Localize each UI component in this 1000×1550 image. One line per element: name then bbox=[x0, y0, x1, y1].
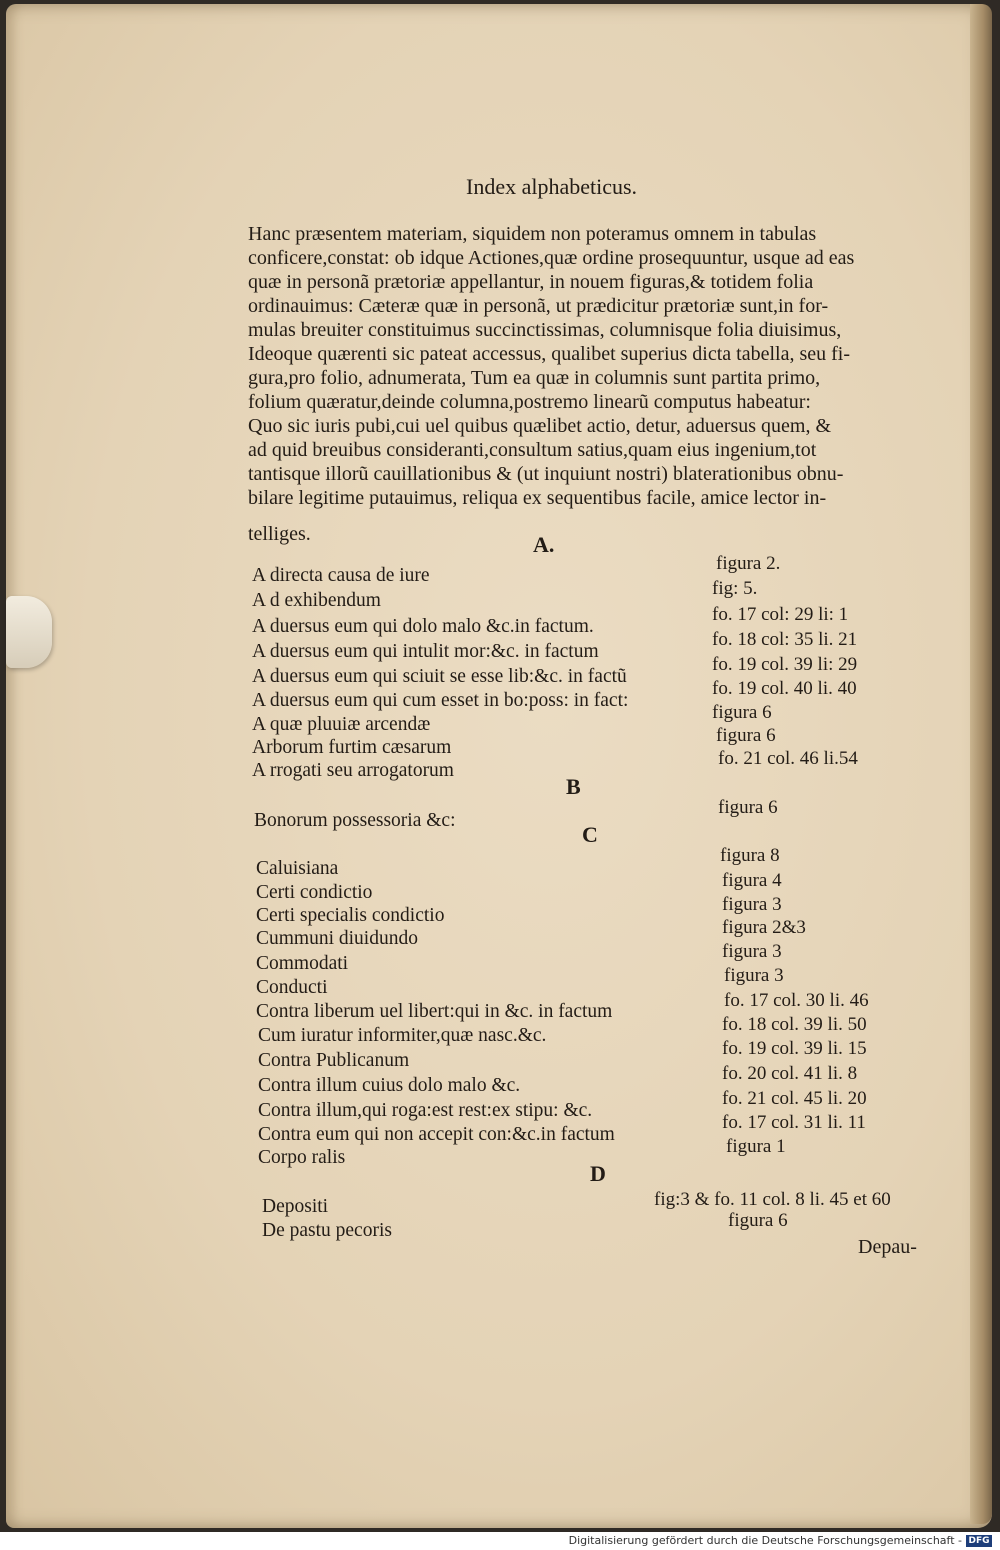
footer-credit: Digitalisierung gefördert durch die Deutsche Forschungsgemeinschaft - bbox=[568, 1534, 962, 1547]
index-ref: fo. 21 col. 46 li.54 bbox=[718, 748, 858, 769]
index-entry: De pastu pecoris bbox=[262, 1220, 392, 1241]
index-ref: fo. 17 col. 30 li. 46 bbox=[724, 990, 869, 1011]
intro-line: quæ in personã prætoriæ appellantur, in nouem figuras,& totidem folia bbox=[248, 271, 814, 293]
index-entry: A duersus eum qui intulit mor:&c. in factum bbox=[252, 641, 599, 662]
intro-line: bilare legitime putauimus, reliqua ex sequentibus facile, amice lector in- bbox=[248, 487, 827, 509]
index-entry: Cummuni diuidundo bbox=[256, 928, 418, 949]
index-ref: figura 6 bbox=[716, 725, 776, 746]
index-ref: fo. 18 col: 35 li. 21 bbox=[712, 629, 858, 650]
section-letter-a: A. bbox=[533, 532, 555, 557]
index-entry: Contra eum qui non accepit con:&c.in factum bbox=[258, 1124, 615, 1145]
index-ref: figura 6 bbox=[728, 1210, 788, 1231]
index-ref: fig: 5. bbox=[712, 578, 758, 599]
index-ref: fo. 19 col. 39 li: 29 bbox=[712, 654, 858, 675]
index-entry: Contra Publicanum bbox=[258, 1050, 410, 1071]
dfg-logo: DFG bbox=[966, 1535, 992, 1547]
index-entry: Cum iuratur informiter,quæ nasc.&c. bbox=[258, 1025, 547, 1046]
index-ref: figura 4 bbox=[722, 870, 782, 891]
index-ref: fo. 19 col. 39 li. 15 bbox=[722, 1038, 867, 1059]
index-entry: Contra liberum uel libert:qui in &c. in factum bbox=[256, 1001, 613, 1022]
section-letter-c: C bbox=[582, 822, 598, 847]
index-entry: Contra illum,qui roga:est rest:ex stipu: &c. bbox=[258, 1100, 593, 1121]
intro-line: ad quid breuibus consideranti,consultum satius,quam eius ingenium,tot bbox=[248, 439, 817, 461]
index-ref: fo. 17 col. 31 li. 11 bbox=[722, 1112, 866, 1133]
index-ref: fo. 20 col. 41 li. 8 bbox=[722, 1063, 858, 1084]
index-entry: A duersus eum qui sciuit se esse lib:&c. in factũ bbox=[252, 666, 627, 687]
index-entry: Arborum furtim cæsarum bbox=[252, 737, 452, 758]
index-entry: Certi condictio bbox=[256, 882, 373, 903]
index-ref: fo. 18 col. 39 li. 50 bbox=[722, 1014, 867, 1035]
intro-line: tantisque illorũ cauillationibus & (ut inquiunt nostri) blaterationibus obnu- bbox=[248, 463, 844, 485]
index-entry: Conducti bbox=[256, 977, 328, 998]
index-ref: figura 6 bbox=[712, 702, 772, 723]
index-entry: Commodati bbox=[256, 953, 349, 974]
section-letter-b: B bbox=[566, 774, 581, 799]
intro-line: telliges. bbox=[248, 523, 311, 545]
index-entry: Corpo ralis bbox=[258, 1147, 346, 1168]
index-entry: A quæ pluuiæ arcendæ bbox=[252, 714, 431, 735]
page-tab bbox=[6, 596, 52, 668]
index-ref: figura 3 bbox=[722, 894, 782, 915]
index-entry: Bonorum possessoria &c: bbox=[254, 810, 456, 831]
index-ref: fo. 19 col. 40 li. 40 bbox=[712, 678, 857, 699]
index-ref: figura 2. bbox=[716, 553, 781, 574]
index-entry: Contra illum cuius dolo malo &c. bbox=[258, 1075, 521, 1096]
index-ref: figura 3 bbox=[722, 941, 782, 962]
index-ref: fo. 17 col: 29 li: 1 bbox=[712, 604, 849, 625]
index-ref: fig:3 & fo. 11 col. 8 li. 45 et 60 bbox=[654, 1189, 891, 1210]
index-entry: A duersus eum qui cum esset in bo:poss: in fact: bbox=[252, 690, 629, 711]
index-entry: Depositi bbox=[262, 1196, 329, 1217]
intro-line: Quo sic iuris pubi,cui uel quibus quælibet actio, detur, aduersus quem, & bbox=[248, 415, 831, 437]
index-ref: fo. 21 col. 45 li. 20 bbox=[722, 1088, 867, 1109]
index-entry: Certi specialis condictio bbox=[256, 905, 445, 926]
section-letter-d: D bbox=[590, 1161, 606, 1186]
index-entry: A rrogati seu arrogatorum bbox=[252, 760, 454, 781]
footer-bar bbox=[0, 1532, 1000, 1550]
index-entry: Caluisiana bbox=[256, 858, 339, 879]
index-ref: figura 8 bbox=[720, 845, 780, 866]
intro-line: Hanc præsentem materiam, siquidem non poteramus omnem in tabulas bbox=[248, 223, 817, 245]
intro-line: ordinauimus: Cæteræ quæ in personã, ut prædicitur prætoriæ sunt,in for- bbox=[248, 295, 829, 317]
index-ref: figura 6 bbox=[718, 797, 778, 818]
intro-line: folium quæratur,deinde columna,postremo linearũ computus habeatur: bbox=[248, 391, 811, 413]
index-ref: figura 2&3 bbox=[722, 917, 806, 938]
page-edge bbox=[970, 4, 992, 1524]
intro-line: conficere,constat: ob idque Actiones,quæ ordine prosequuntur, usque ad eas bbox=[248, 247, 855, 269]
intro-line: mulas breuiter constituimus succinctissimas, columnisque folia diuisimus, bbox=[248, 319, 842, 341]
index-entry: A duersus eum qui dolo malo &c.in factum. bbox=[252, 616, 594, 637]
intro-line: gura,pro folio, adnumerata, Tum ea quæ in columnis sunt partita primo, bbox=[248, 367, 821, 389]
index-entry: A directa causa de iure bbox=[252, 565, 430, 586]
index-entry: A d exhibendum bbox=[252, 590, 381, 611]
running-head: Index alphabeticus. bbox=[466, 174, 638, 199]
index-ref: figura 1 bbox=[726, 1136, 786, 1157]
catchword: Depau- bbox=[858, 1236, 917, 1258]
index-ref: figura 3 bbox=[724, 965, 784, 986]
intro-line: Ideoque quærenti sic pateat accessus, qualibet superius dicta tabella, seu fi- bbox=[248, 343, 851, 365]
